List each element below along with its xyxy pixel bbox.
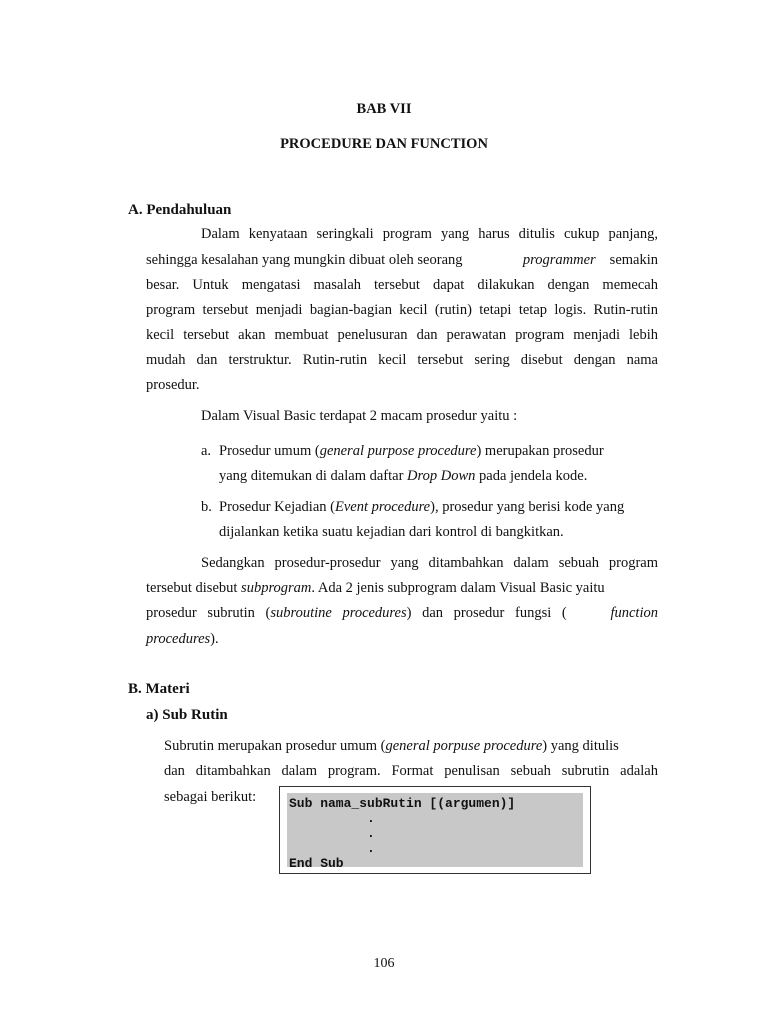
subsection-heading: a) Sub Rutin: [146, 707, 228, 723]
code-line: .: [289, 826, 375, 841]
emphasis-text: function: [610, 605, 658, 621]
code-line: .: [289, 841, 375, 856]
paragraph-text: semakin: [609, 252, 658, 268]
paragraph-line: [146, 252, 658, 269]
emphasis-text: Drop Down: [407, 468, 476, 484]
section-a-heading: A. Pendahuluan: [128, 202, 232, 218]
list-marker: b.: [201, 499, 212, 515]
list-item-continuation: yang ditemukan di dalam daftar Drop Down pada jendela kode.: [219, 468, 588, 484]
paragraph-line: kecil tersebut akan membuat penelusuran dan perawatan program menjadi lebih: [146, 327, 658, 343]
paragraph-line: prosedur.: [146, 377, 200, 393]
paragraph-line: besar. Untuk mengatasi masalah tersebut dapat dilakukan dengan memecah: [146, 277, 658, 293]
code-block: [279, 786, 591, 874]
emphasis-text: general purpose procedure: [319, 443, 477, 459]
code-line: Sub nama_subRutin [(argumen)]: [289, 796, 516, 811]
emphasis-text: Event procedure: [334, 499, 431, 515]
list-item: Prosedur umum (general purpose procedure) merupakan prosedur: [219, 443, 604, 459]
emphasis-text: programmer: [522, 252, 596, 268]
paragraph-line: Dalam kenyataan seringkali program yang harus ditulis cukup panjang,: [201, 226, 658, 242]
paragraph-line: procedures).: [146, 631, 219, 647]
paragraph-text: sehingga kesalahan yang mungkin dibuat oleh seorang: [146, 252, 463, 268]
code-line: .: [289, 811, 375, 826]
emphasis-text: subroutine procedures: [270, 605, 407, 621]
paragraph-line: program tersebut menjadi bagian-bagian kecil (rutin) tetapi tetap logis. Rutin-rutin: [146, 302, 658, 318]
paragraph-line: Sedangkan prosedur-prosedur yang ditambahkan dalam sebuah program: [201, 555, 658, 571]
list-item: Prosedur Kejadian (Event procedure), prosedur yang berisi kode yang: [219, 499, 625, 515]
list-marker: a.: [201, 443, 212, 459]
paragraph-line: prosedur subrutin (subroutine procedures) dan prosedur fungsi ( function: [146, 605, 658, 621]
paragraph-line: Subrutin merupakan prosedur umum (general porpuse procedure) yang ditulis: [164, 738, 619, 754]
paragraph-line: sebagai berikut:: [164, 789, 257, 805]
chapter-title: PROCEDURE DAN FUNCTION: [280, 136, 488, 152]
emphasis-text: general porpuse procedure: [385, 738, 543, 754]
code-background: [287, 793, 583, 871]
emphasis-text: procedures: [146, 631, 211, 647]
code-line: End Sub: [289, 856, 344, 871]
list-item-continuation: dijalankan ketika suatu kejadian dari kontrol di bangkitkan.: [219, 524, 564, 540]
emphasis-text: subprogram: [241, 580, 312, 596]
page-number: 106: [373, 956, 395, 971]
paragraph-line: dan ditambahkan dalam program. Format penulisan sebuah subrutin adalah: [164, 763, 658, 779]
chapter-number: BAB VII: [356, 101, 412, 117]
section-b-heading: B. Materi: [128, 681, 190, 697]
paragraph-line: tersebut disebut subprogram. Ada 2 jenis subprogram dalam Visual Basic yaitu: [146, 580, 605, 596]
paragraph-line: mudah dan terstruktur. Rutin-rutin kecil tersebut sering disebut dengan nama: [146, 352, 658, 368]
paragraph-line: Dalam Visual Basic terdapat 2 macam prosedur yaitu :: [201, 408, 518, 424]
